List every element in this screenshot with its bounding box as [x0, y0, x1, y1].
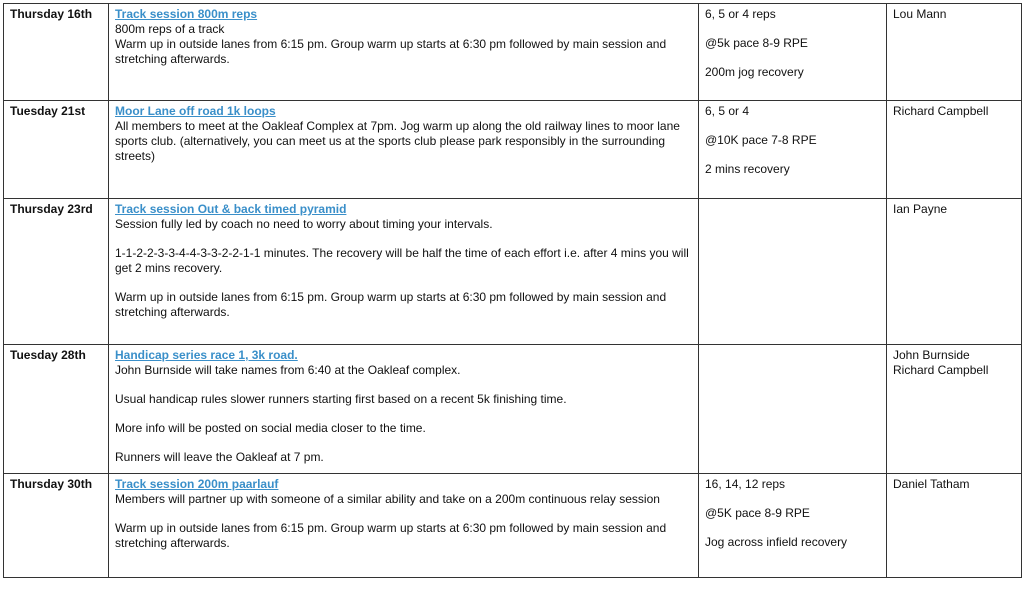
- leader-name: Richard Campbell: [893, 104, 989, 118]
- session-reps: [699, 101, 887, 199]
- session-leader: [887, 101, 1022, 199]
- leader-name: Richard Campbell: [893, 363, 989, 377]
- pace-line: @5K pace 8-9 RPE: [705, 506, 810, 520]
- table-row: [4, 474, 1022, 578]
- session-title-link[interactable]: Track session 200m paarlauf: [115, 477, 279, 491]
- pace-line: @10K pace 7-8 RPE: [705, 133, 817, 147]
- session-detail: Warm up in outside lanes from 6:15 pm. Group warm up starts at 6:30 pm followed by main session and stretching afterwards.: [115, 290, 667, 319]
- session-reps: [699, 474, 887, 578]
- session-day: Thursday 16th: [4, 4, 109, 101]
- leader-name: Daniel Tatham: [893, 477, 970, 491]
- table-row: [4, 4, 1022, 101]
- session-day: Tuesday 21st: [4, 101, 109, 199]
- session-reps: [699, 4, 887, 101]
- session-description: [109, 199, 699, 345]
- reps-line: 6, 5 or 4 reps: [705, 7, 776, 21]
- session-leader: [887, 345, 1022, 474]
- session-detail: Runners will leave the Oakleaf at 7 pm.: [115, 450, 324, 464]
- session-leader: [887, 199, 1022, 345]
- table-row: [4, 199, 1022, 345]
- session-title-link[interactable]: Track session Out & back timed pyramid: [115, 202, 347, 216]
- reps-line: 16, 14, 12 reps: [705, 477, 786, 491]
- session-detail: More info will be posted on social media closer to the time.: [115, 421, 426, 435]
- session-day: Tuesday 28th: [4, 345, 109, 474]
- session-detail: Usual handicap rules slower runners starting first based on a recent 5k finishing time.: [115, 392, 567, 406]
- session-title-link[interactable]: Moor Lane off road 1k loops: [115, 104, 276, 118]
- session-schedule-table: [3, 3, 1022, 578]
- recovery-line: 200m jog recovery: [705, 65, 804, 79]
- session-detail: Warm up in outside lanes from 6:15 pm. Group warm up starts at 6:30 pm followed by main session and stretching afterwards.: [115, 521, 667, 550]
- session-detail: All members to meet at the Oakleaf Complex at 7pm. Jog warm up along the old railway lines to moor lane sports club. (alternatively, you can meet us at the sports club please park responsibly in the surrounding streets): [115, 119, 680, 163]
- session-reps: [699, 199, 887, 345]
- session-description: [109, 101, 699, 199]
- table-row: [4, 345, 1022, 474]
- session-detail: Members will partner up with someone of a similar ability and take on a 200m continuous relay session: [115, 492, 660, 506]
- session-description: [109, 345, 699, 474]
- session-detail: John Burnside will take names from 6:40 at the Oakleaf complex.: [115, 363, 461, 377]
- recovery-line: 2 mins recovery: [705, 162, 790, 176]
- session-leader: [887, 474, 1022, 578]
- session-description: [109, 474, 699, 578]
- session-day: Thursday 23rd: [4, 199, 109, 345]
- session-detail: 800m reps of a track: [115, 22, 225, 36]
- session-day: Thursday 30th: [4, 474, 109, 578]
- pace-line: @5k pace 8-9 RPE: [705, 36, 808, 50]
- session-title-link[interactable]: Handicap series race 1, 3k road.: [115, 348, 298, 362]
- table-row: [4, 101, 1022, 199]
- session-reps: [699, 345, 887, 474]
- session-title-link[interactable]: Track session 800m reps: [115, 7, 258, 21]
- leader-name: John Burnside: [893, 348, 970, 362]
- session-detail: 1-1-2-2-3-3-4-4-3-3-2-2-1-1 minutes. The recovery will be half the time of each effort i.e. after 4 mins you will get 2 mins recovery.: [115, 246, 689, 275]
- reps-line: 6, 5 or 4: [705, 104, 750, 118]
- session-leader: [887, 4, 1022, 101]
- session-description: [109, 4, 699, 101]
- leader-name: Ian Payne: [893, 202, 948, 216]
- recovery-line: Jog across infield recovery: [705, 535, 848, 549]
- session-detail: Warm up in outside lanes from 6:15 pm. Group warm up starts at 6:30 pm followed by main session and stretching afterwards.: [115, 37, 667, 66]
- leader-name: Lou Mann: [893, 7, 947, 21]
- session-detail: Session fully led by coach no need to worry about timing your intervals.: [115, 217, 493, 231]
